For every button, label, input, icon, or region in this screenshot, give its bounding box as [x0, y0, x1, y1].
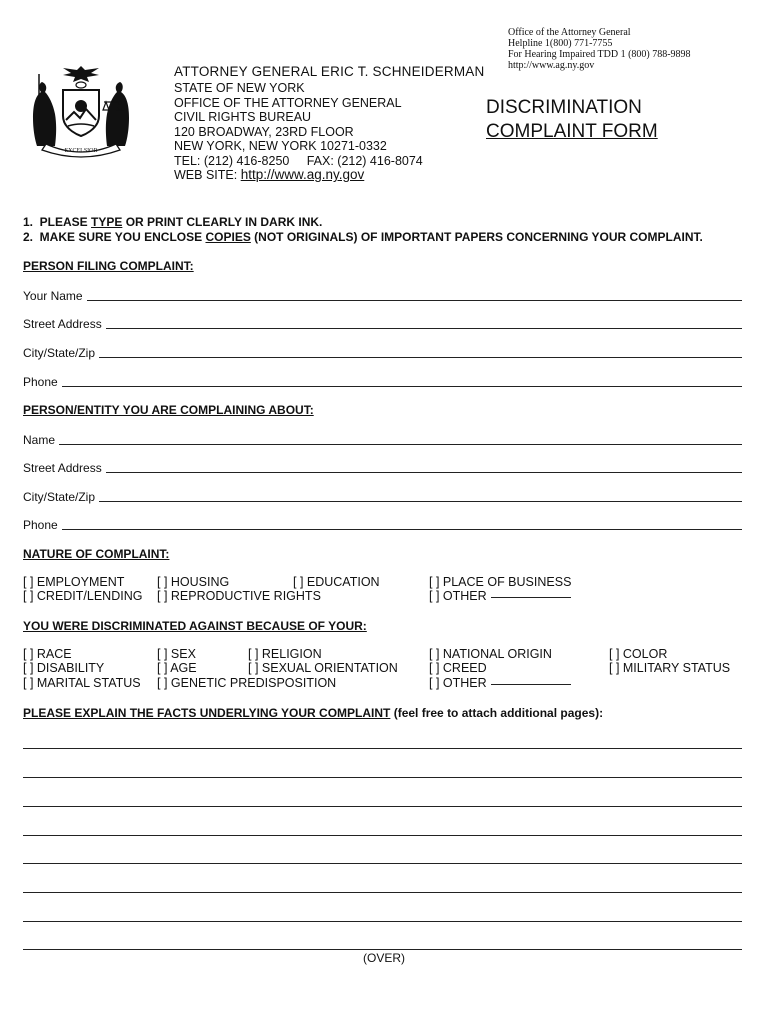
checkbox-race[interactable]: [ ] RACE [23, 647, 72, 661]
explain-line-1[interactable] [23, 748, 742, 749]
basis-other-blank[interactable] [491, 684, 571, 685]
checkbox-reproductive-rights[interactable]: [ ] REPRODUCTIVE RIGHTS [157, 589, 321, 603]
checkbox-military-status[interactable]: [ ] MILITARY STATUS [609, 661, 731, 675]
respondent-street-field[interactable] [23, 459, 742, 475]
checkbox-nature-other[interactable] [429, 589, 571, 604]
instruction-1 [23, 215, 703, 230]
over-page-note: (OVER) [363, 951, 405, 965]
instruction-1-text-a: 1. PLEASE [23, 215, 92, 229]
respondent-street-label: Street Address [23, 461, 102, 475]
form-title [486, 96, 658, 144]
checkbox-education[interactable]: [ ] EDUCATION [293, 575, 380, 589]
helpline-office: Office of the Attorney General [508, 27, 631, 38]
explain-line-8[interactable] [23, 949, 742, 950]
respondent-city-line[interactable] [99, 501, 742, 502]
attorney-general-name: ATTORNEY GENERAL ERIC T. SCHNEIDERMAN [174, 64, 485, 79]
explain-line-3[interactable] [23, 806, 742, 807]
basis-section-heading: YOU WERE DISCRIMINATED AGAINST BECAUSE OF YOUR: [23, 619, 367, 633]
helpline-url: http://www.ag.ny.gov [508, 60, 595, 71]
seal-motto: EXCELSIOR [64, 148, 98, 154]
website-label: WEB SITE: [174, 168, 241, 182]
checkbox-credit-lending[interactable]: [ ] CREDIT/LENDING [23, 589, 143, 603]
filer-phone-line[interactable] [62, 386, 742, 387]
checkbox-housing[interactable]: [ ] HOUSING [157, 575, 230, 589]
filer-street-label: Street Address [23, 317, 102, 331]
website-link[interactable]: http://www.ag.ny.gov [240, 167, 365, 182]
explain-line-6[interactable] [23, 892, 742, 893]
explain-heading [23, 706, 603, 720]
checkbox-sexual-orientation[interactable]: [ ] SEXUAL ORIENTATION [248, 661, 398, 675]
checkbox-national-origin[interactable]: [ ] NATIONAL ORIGIN [429, 647, 552, 661]
respondent-city-label: City/State/Zip [23, 490, 96, 504]
office-address-block [174, 81, 423, 183]
respondent-phone-label: Phone [23, 518, 58, 532]
respondent-city-field[interactable] [23, 488, 742, 504]
filer-phone-field[interactable] [23, 373, 742, 389]
helpline-phone: Helpline 1(800) 771-7755 [508, 38, 613, 49]
filer-city-label: City/State/Zip [23, 346, 96, 360]
filer-name-field[interactable] [23, 287, 742, 303]
nature-other-blank[interactable] [491, 597, 571, 598]
explain-line-7[interactable] [23, 921, 742, 922]
explain-heading-note: (feel free to attach additional pages): [390, 706, 604, 720]
checkbox-religion[interactable]: [ ] RELIGION [248, 647, 322, 661]
address-line-city: NEW YORK, NEW YORK 10271-0332 [174, 139, 387, 153]
explain-line-5[interactable] [23, 863, 742, 864]
address-line-street: 120 BROADWAY, 23RD FLOOR [174, 124, 354, 139]
address-line-bureau: CIVIL RIGHTS BUREAU [174, 110, 312, 124]
filer-street-line[interactable] [106, 328, 742, 329]
basis-other-label: [ ] OTHER [429, 676, 487, 690]
filer-city-line[interactable] [99, 357, 742, 358]
checkbox-genetic-predisposition[interactable]: [ ] GENETIC PREDISPOSITION [157, 676, 337, 690]
respondent-phone-field[interactable] [23, 516, 742, 532]
checkbox-basis-other[interactable] [429, 676, 571, 691]
filer-section-heading: PERSON FILING COMPLAINT: [23, 259, 194, 273]
instruction-2-text-b: (NOT ORIGINALS) OF IMPORTANT PAPERS CONCERNING YOUR COMPLAINT. [250, 230, 703, 244]
filer-phone-label: Phone [23, 375, 58, 389]
address-line-office: OFFICE OF THE ATTORNEY GENERAL [174, 95, 402, 110]
website-line [174, 168, 423, 183]
checkbox-disability[interactable]: [ ] DISABILITY [23, 661, 105, 675]
new-york-state-seal-icon [28, 62, 134, 160]
helpline-block [508, 27, 691, 71]
nature-section-heading: NATURE OF COMPLAINT: [23, 547, 170, 561]
filer-city-field[interactable] [23, 344, 742, 360]
checkbox-place-of-business[interactable]: [ ] PLACE OF BUSINESS [429, 575, 572, 589]
filer-street-field[interactable] [23, 315, 742, 331]
instruction-2-text-a: 2. MAKE SURE YOU ENCLOSE [23, 230, 206, 244]
instruction-2-emphasis: COPIES [205, 230, 251, 244]
respondent-phone-line[interactable] [62, 529, 742, 530]
checkbox-employment[interactable]: [ ] EMPLOYMENT [23, 575, 125, 589]
nature-other-label: [ ] OTHER [429, 589, 487, 603]
address-line-state: STATE OF NEW YORK [174, 81, 305, 95]
respondent-street-line[interactable] [106, 472, 742, 473]
instruction-2 [23, 230, 703, 245]
explain-line-4[interactable] [23, 835, 742, 836]
respondent-section-heading: PERSON/ENTITY YOU ARE COMPLAINING ABOUT: [23, 403, 314, 417]
checkbox-age[interactable]: [ ] AGE [157, 661, 197, 675]
filer-name-label: Your Name [23, 289, 83, 303]
checkbox-creed[interactable]: [ ] CREED [429, 661, 487, 675]
instruction-1-emphasis: TYPE [91, 215, 123, 229]
respondent-name-label: Name [23, 433, 56, 447]
address-line-tel-fax: TEL: (212) 416-8250 FAX: (212) 416-8074 [174, 153, 423, 168]
instruction-1-text-b: OR PRINT CLEARLY IN DARK INK. [122, 215, 323, 229]
form-title-line1: DISCRIMINATION [486, 97, 642, 118]
checkbox-color[interactable]: [ ] COLOR [609, 647, 668, 661]
explain-line-2[interactable] [23, 777, 742, 778]
explain-heading-main: PLEASE EXPLAIN THE FACTS UNDERLYING YOUR COMPLAINT [23, 706, 391, 720]
respondent-name-line[interactable] [59, 444, 742, 445]
checkbox-sex[interactable]: [ ] SEX [157, 647, 196, 661]
form-title-line2: COMPLAINT FORM [486, 121, 658, 142]
instructions [23, 215, 703, 245]
helpline-tdd: For Hearing Impaired TDD 1 (800) 788-9898 [508, 49, 691, 60]
filer-name-line[interactable] [87, 300, 742, 301]
respondent-name-field[interactable] [23, 431, 742, 447]
checkbox-marital-status[interactable]: [ ] MARITAL STATUS [23, 676, 141, 690]
